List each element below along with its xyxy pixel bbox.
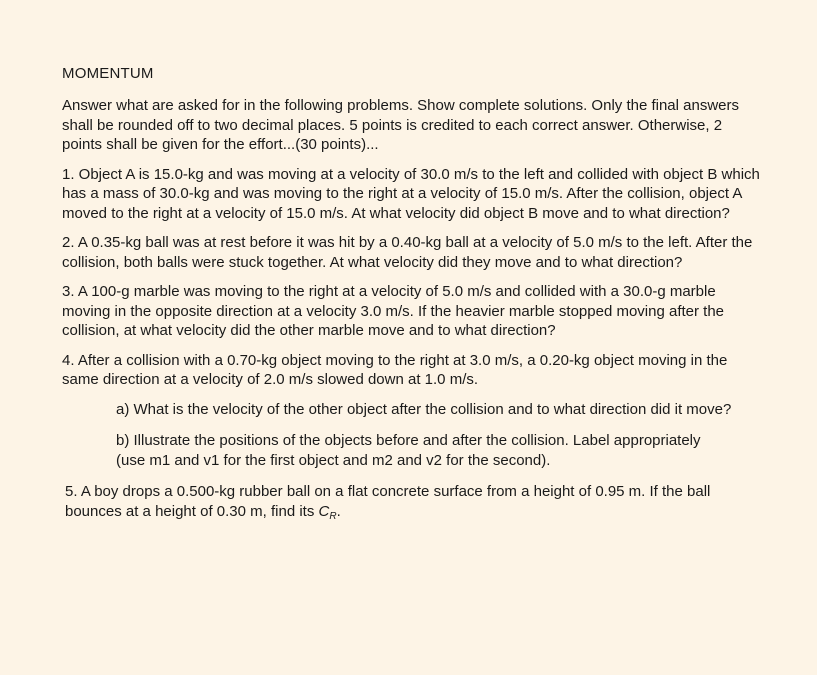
restitution-coefficient-symbol: C xyxy=(318,502,330,520)
restitution-coefficient-subscript: R xyxy=(329,510,337,522)
instructions: Answer what are asked for in the following problems. Show complete solutions. Only the final answers shall be rounded off to two decimal places. 5 points is credited to each correct answer. Otherwise, 2 points shall be given for the effort...(30 points)... xyxy=(62,97,739,153)
problem-5-text: 5. A boy drops a 0.500-kg rubber ball on a flat concrete surface from a height of 0.95 m. If the ball bounces at a height of 0.30 m, find its xyxy=(65,483,711,520)
problem-1: 1. Object A is 15.0-kg and was moving at a velocity of 30.0 m/s to the left and collided with object B which has a mass of 30.0-kg and was moving to the right at a velocity of 15.0 m/s. After the collision, object A moved to the right at a velocity of 15.0 m/s. At what velocity did object B move and to what direction? xyxy=(62,165,760,222)
problem-4-part-a: a) What is the velocity of the other object after the collision and to what direction did it move? xyxy=(116,400,732,418)
problem-3: 3. A 100-g marble was moving to the right at a velocity of 5.0 m/s and collided with a 30.0-g marble moving in the opposite direction at a velocity 3.0 m/s. If the heavier marble stopped moving after the collision, at what velocity did the other marble move and to what direction? xyxy=(62,283,725,339)
page-title: MOMENTUM xyxy=(62,65,154,82)
problem-4: 4. After a collision with a 0.70-kg object moving to the right at 3.0 m/s, a 0.20-kg object moving in the same direction at a velocity of 2.0 m/s slowed down at 1.0 m/s. xyxy=(62,351,728,388)
worksheet xyxy=(62,64,762,526)
problem-4-part-b: b) Illustrate the positions of the objects before and after the collision. Label appropriately (use m1 and v1 for the first object and m2 and v2 for the second). xyxy=(116,432,701,469)
problem-2: 2. A 0.35-kg ball was at rest before it was hit by a 0.40-kg ball at a velocity of 5.0 m/s to the left. After the collision, both balls were stuck together. At what velocity did they move and to what direction? xyxy=(62,234,753,271)
problem-5-end: . xyxy=(336,502,341,520)
problem-5 xyxy=(65,482,762,526)
